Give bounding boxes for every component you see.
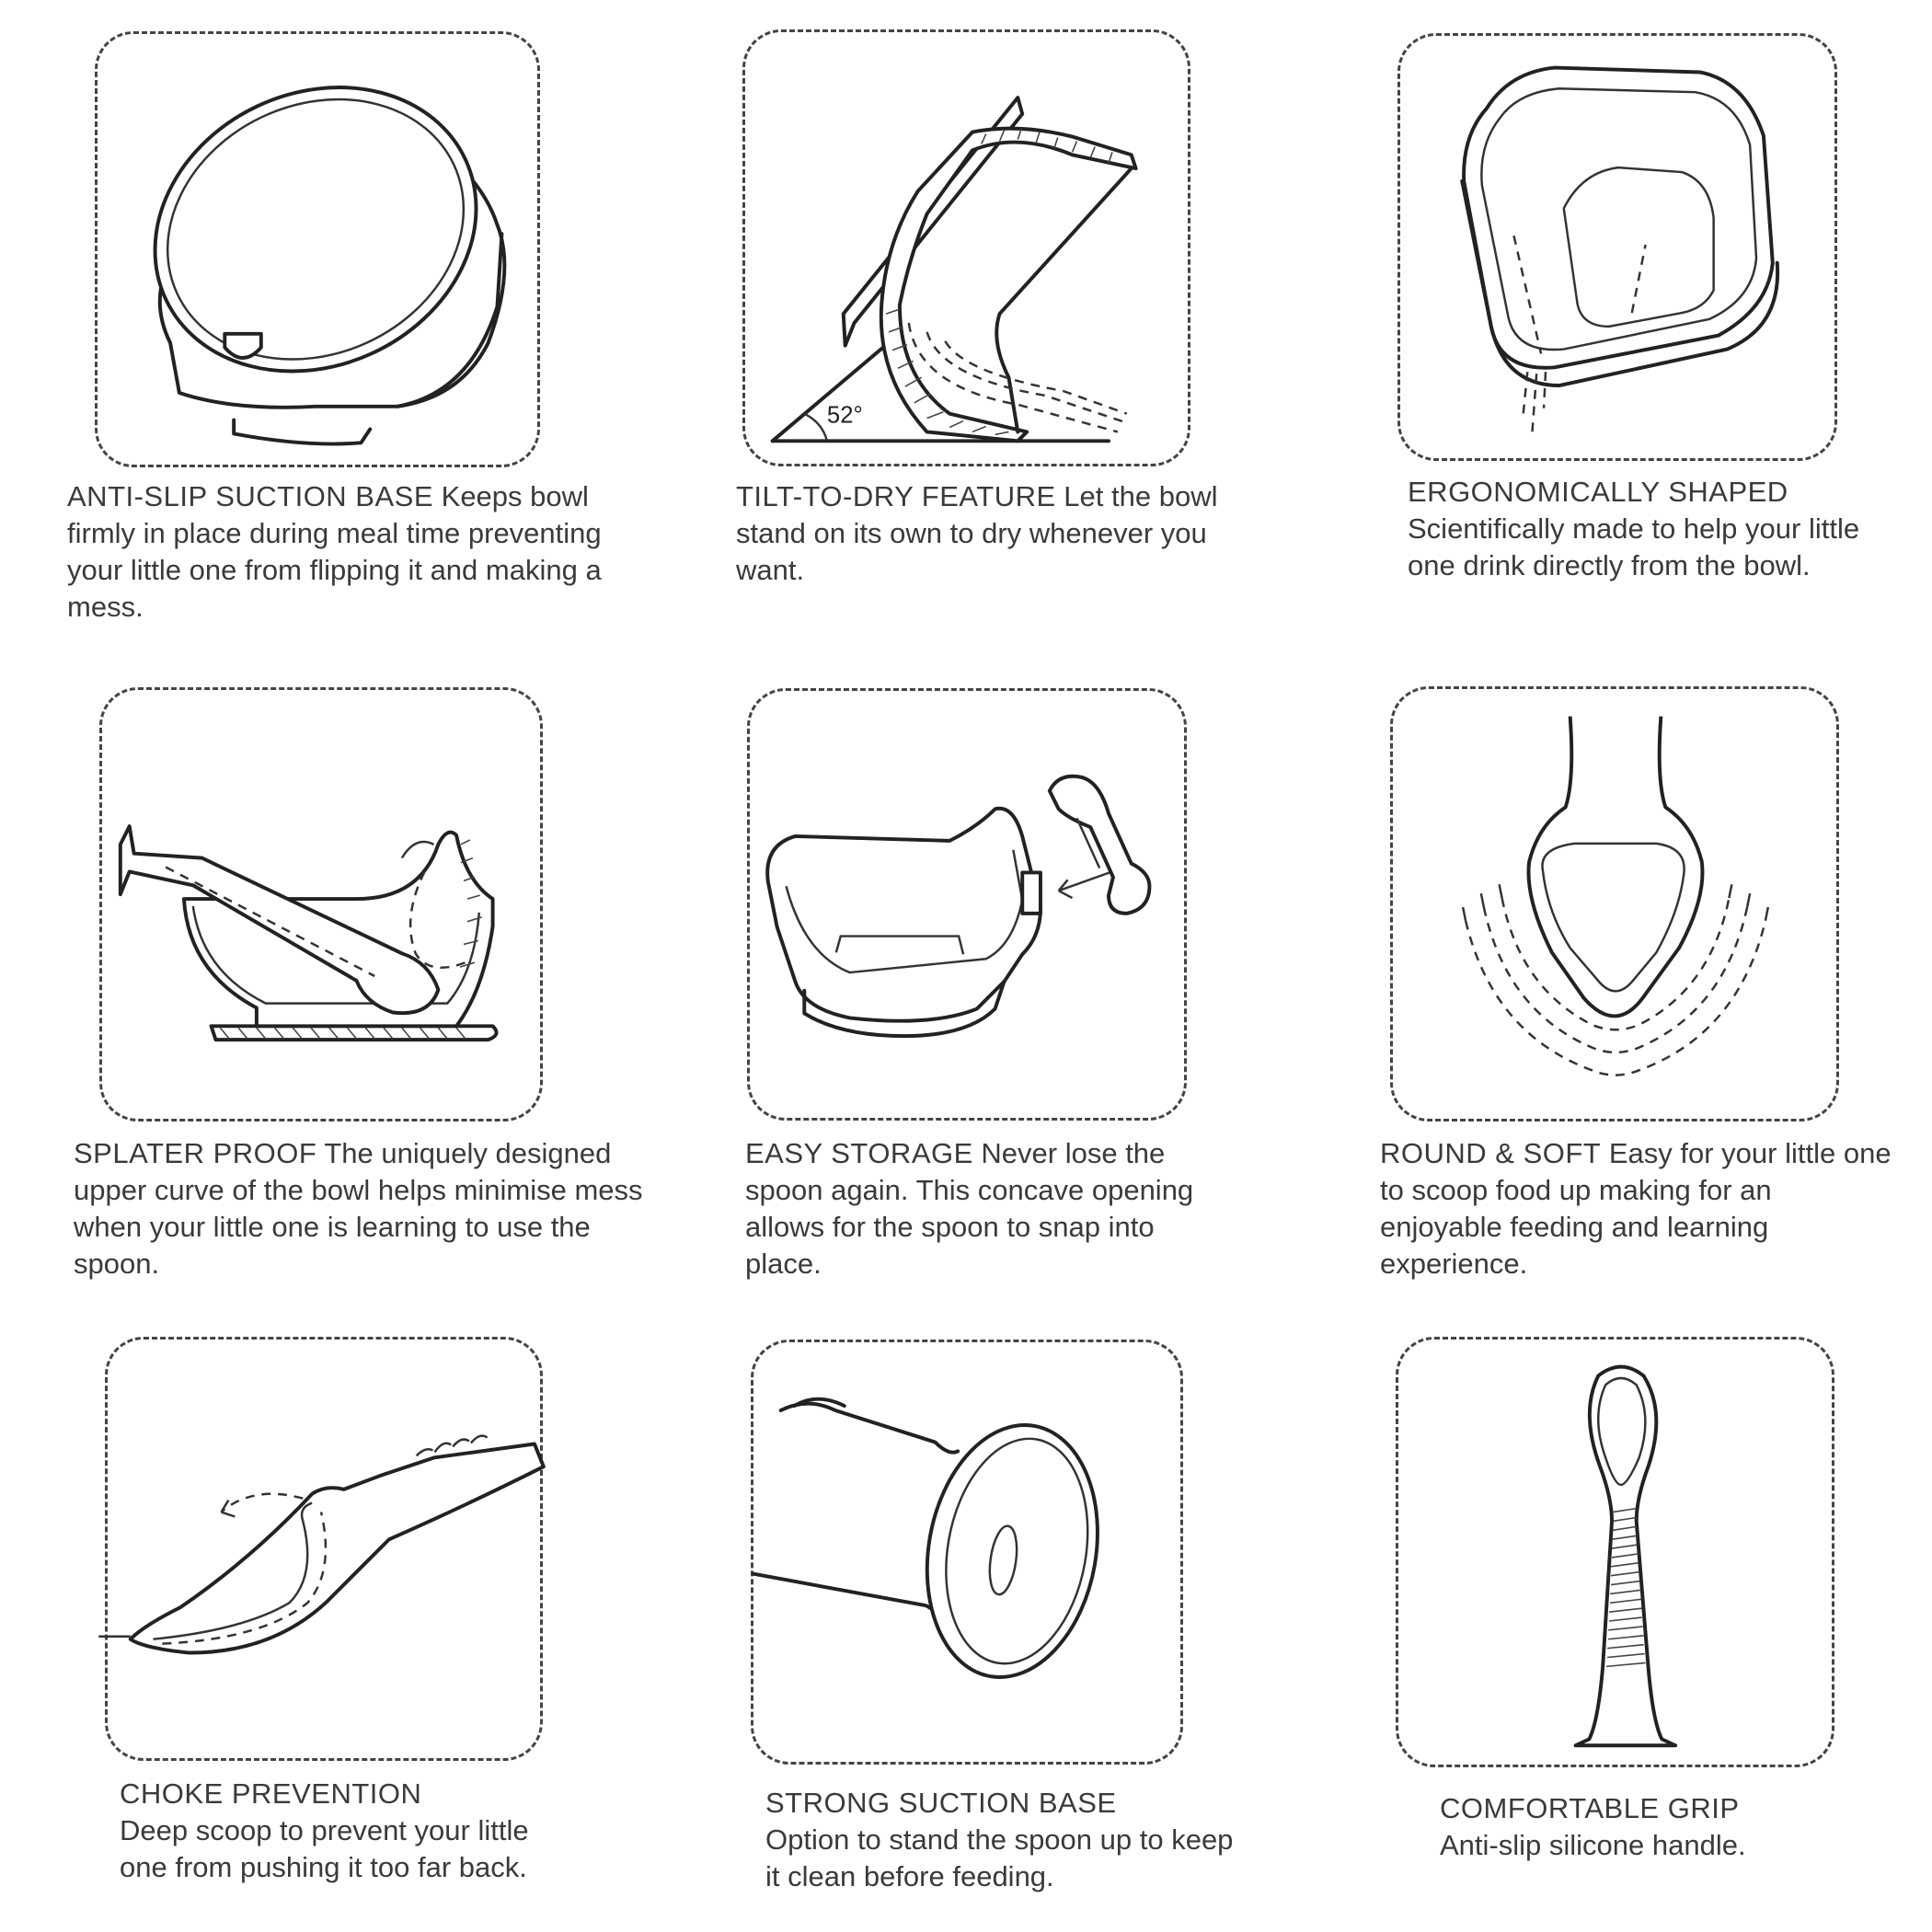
feature-text-comfortable-grip (1440, 1790, 1881, 1864)
feature-title: COMFORTABLE GRIP (1440, 1792, 1740, 1824)
feature-title: CHOKE PREVENTION (120, 1777, 422, 1810)
feature-description: Anti-slip silicone handle. (1440, 1829, 1746, 1861)
feature-card-comfortable-grip (1396, 1337, 1834, 1767)
feature-description: Scientifically made to help your little one drink directly from the bowl. (1408, 512, 1860, 581)
feature-text-tilt-to-dry (736, 478, 1233, 589)
feature-card-choke-prevention (105, 1337, 543, 1761)
feature-text-strong-suction (765, 1785, 1244, 1895)
feature-text-round-soft (1380, 1135, 1895, 1282)
deep-scoop-icon (108, 1340, 540, 1758)
feature-title: STRONG SUCTION BASE (765, 1787, 1117, 1819)
suction-bowl-icon (98, 34, 537, 465)
feature-card-easy-storage (747, 688, 1187, 1121)
feature-title: ANTI-SLIP SUCTION BASE (67, 480, 434, 512)
spoon-suction-icon (753, 1342, 1180, 1762)
feature-description: Keeps bowl firmly in place during meal time preventing your little one from flipping it and making a mess. (67, 480, 602, 623)
feature-title: SPLATER PROOF (74, 1137, 317, 1169)
spoon-grip-icon (1398, 1340, 1832, 1765)
feature-text-splater-proof (74, 1135, 644, 1282)
pouring-bowl-icon (1400, 36, 1834, 458)
feature-description: Let the bowl stand on its own to dry whenever you want. (736, 480, 1218, 586)
feature-text-choke-prevention (120, 1776, 543, 1886)
feature-description: Deep scoop to prevent your little one from pushing it too far back. (120, 1814, 529, 1883)
feature-text-easy-storage (745, 1135, 1224, 1282)
feature-text-anti-slip (67, 478, 628, 626)
bowl-with-spoon-icon (102, 690, 540, 1119)
feature-description: The uniquely designed upper curve of the bowl helps minimise mess when your little one is learning to use the spoon. (74, 1137, 643, 1280)
bowl-spoon-snap-icon (750, 691, 1184, 1118)
feature-title: TILT-TO-DRY FEATURE (736, 480, 1056, 512)
feature-description: Option to stand the spoon up to keep it clean before feeding. (765, 1823, 1234, 1892)
feature-title: EASY STORAGE (745, 1137, 973, 1169)
feature-description: Never lose the spoon again. This concave opening allows for the spoon to snap into place. (745, 1137, 1194, 1280)
tilted-bowl-icon (745, 32, 1188, 464)
feature-text-ergonomic (1408, 474, 1895, 584)
feature-card-anti-slip (95, 31, 540, 467)
spoon-head-icon (1393, 689, 1836, 1119)
feature-card-strong-suction (751, 1340, 1183, 1765)
feature-card-splater-proof (99, 687, 543, 1121)
angle-label: 52° (826, 402, 863, 429)
feature-title: ERGONOMICALLY SHAPED (1408, 476, 1788, 508)
feature-card-tilt-to-dry (742, 29, 1190, 466)
feature-description: Easy for your little one to scoop food up making for an enjoyable feeding and learning experience. (1380, 1137, 1892, 1280)
feature-card-ergonomic (1397, 33, 1837, 461)
feature-title: ROUND & SOFT (1380, 1137, 1602, 1169)
feature-card-round-soft (1390, 686, 1839, 1121)
